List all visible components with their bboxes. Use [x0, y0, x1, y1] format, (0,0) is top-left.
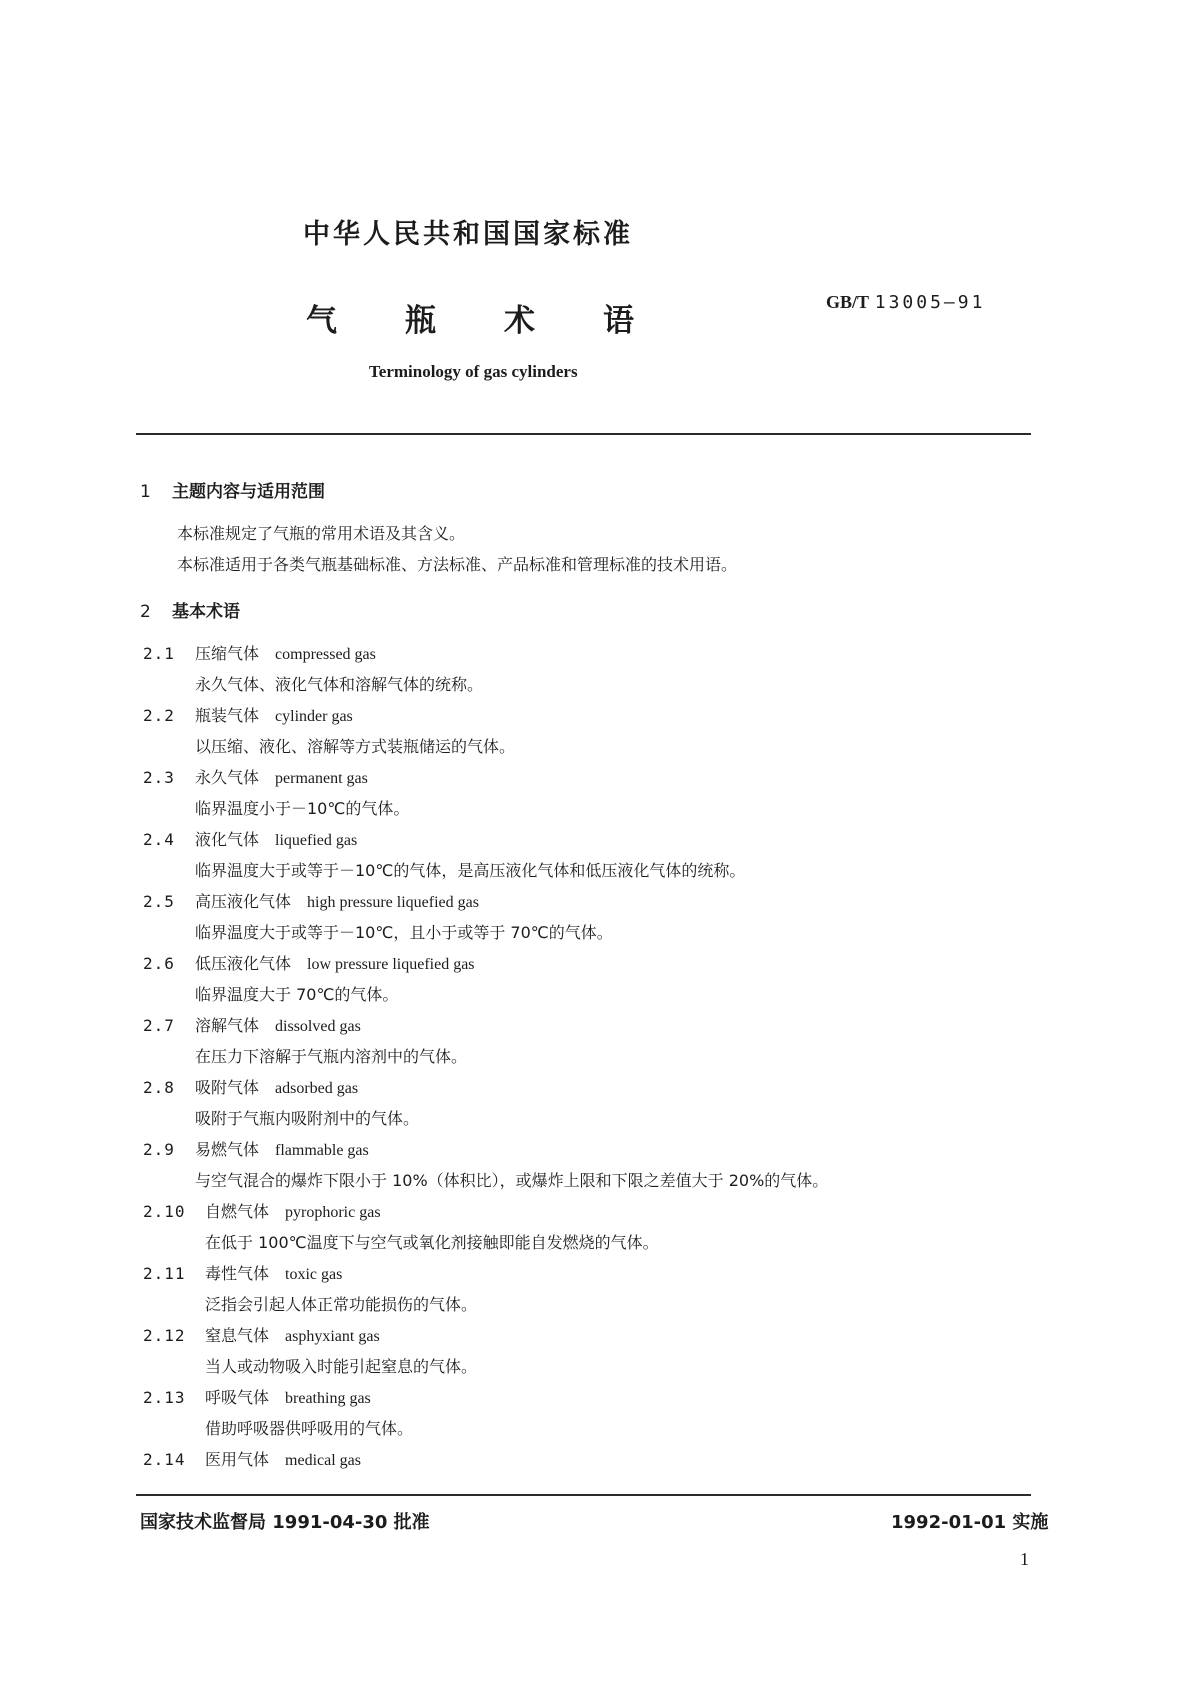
term-name-cn: 毒性气体 — [205, 1264, 270, 1283]
header-divider — [136, 433, 1031, 435]
term-row — [143, 1447, 361, 1470]
term-name-en: asphyxiant gas — [285, 1328, 380, 1345]
term-row — [143, 1137, 369, 1160]
term-name-cn: 医用气体 — [205, 1450, 270, 1469]
term-number: 2.14 — [143, 1450, 186, 1469]
term-name-en: breathing gas — [285, 1390, 371, 1407]
standard-type-heading: 中华人民共和国国家标准 — [303, 219, 633, 250]
term-number: 2.2 — [143, 706, 175, 725]
term-definition: 借助呼吸器供呼吸用的气体。 — [205, 1419, 414, 1438]
section-2-heading — [140, 597, 240, 622]
term-definition: 与空气混合的爆炸下限小于 10%（体积比），或爆炸上限和下限之差值大于 20%的气体。 — [195, 1171, 829, 1190]
term-number: 2.1 — [143, 644, 175, 663]
term-definition: 临界温度大于 70℃的气体。 — [195, 985, 399, 1004]
term-row — [143, 889, 479, 912]
term-name-en: adsorbed gas — [275, 1080, 359, 1097]
term-definition: 泛指会引起人体正常功能损伤的气体。 — [205, 1295, 478, 1314]
section-1-heading — [140, 477, 325, 502]
footer-divider — [136, 1494, 1031, 1496]
term-row — [143, 641, 376, 664]
term-definition: 临界温度大于或等于－10℃，且小于或等于 70℃的气体。 — [195, 923, 613, 942]
term-name-en: liquefied gas — [275, 832, 358, 849]
term-definition: 临界温度大于或等于－10℃的气体，是高压液化气体和低压液化气体的统称。 — [195, 861, 746, 880]
term-number: 2.7 — [143, 1016, 175, 1035]
term-definition: 在压力下溶解于气瓶内溶剂中的气体。 — [195, 1047, 468, 1066]
term-name-en: dissolved gas — [275, 1018, 361, 1035]
term-name-en: flammable gas — [275, 1142, 369, 1159]
section-title: 主题内容与适用范围 — [172, 482, 325, 502]
document-title-en: Terminology of gas cylinders — [369, 362, 578, 381]
term-row — [143, 1075, 358, 1098]
term-number: 2.9 — [143, 1140, 175, 1159]
term-row — [143, 1261, 342, 1284]
document-title-cn: 气瓶术语 — [306, 303, 702, 339]
term-name-en: cylinder gas — [275, 708, 353, 725]
standard-code-number: 13005—91 — [874, 292, 986, 313]
term-number: 2.5 — [143, 892, 175, 911]
term-row — [143, 765, 368, 788]
term-row — [143, 1199, 381, 1222]
standard-code — [826, 292, 985, 313]
term-name-cn: 压缩气体 — [195, 644, 260, 663]
term-name-en: high pressure liquefied gas — [307, 894, 479, 911]
term-number: 2.3 — [143, 768, 175, 787]
term-number: 2.12 — [143, 1326, 186, 1345]
term-definition: 以压缩、液化、溶解等方式装瓶储运的气体。 — [195, 737, 516, 756]
term-name-cn: 液化气体 — [195, 830, 260, 849]
term-name-en: pyrophoric gas — [285, 1204, 381, 1221]
term-row — [143, 703, 353, 726]
term-name-en: compressed gas — [275, 646, 376, 663]
paragraph: 本标准规定了气瓶的常用术语及其含义。 — [177, 524, 466, 543]
term-name-cn: 永久气体 — [195, 768, 260, 787]
effective-date: 1992-01-01 实施 — [891, 1512, 1049, 1533]
term-name-cn: 低压液化气体 — [195, 954, 292, 973]
term-name-cn: 瓶装气体 — [195, 706, 260, 725]
term-number: 2.6 — [143, 954, 175, 973]
term-name-en: low pressure liquefied gas — [307, 956, 475, 973]
page-number: 1 — [1020, 1549, 1029, 1569]
term-row — [143, 1013, 361, 1036]
term-name-cn: 高压液化气体 — [195, 892, 292, 911]
term-number: 2.8 — [143, 1078, 175, 1097]
term-name-en: toxic gas — [285, 1266, 343, 1283]
term-name-cn: 窒息气体 — [205, 1326, 270, 1345]
section-number: 1 — [140, 482, 151, 502]
term-definition: 在低于 100℃温度下与空气或氧化剂接触即能自发燃烧的气体。 — [205, 1233, 659, 1252]
term-row — [143, 827, 357, 850]
term-number: 2.11 — [143, 1264, 186, 1283]
term-number: 2.10 — [143, 1202, 186, 1221]
term-name-en: medical gas — [285, 1452, 361, 1469]
paragraph: 本标准适用于各类气瓶基础标准、方法标准、产品标准和管理标准的技术用语。 — [177, 555, 738, 574]
term-name-cn: 溶解气体 — [195, 1016, 260, 1035]
section-number: 2 — [140, 602, 151, 622]
term-definition: 临界温度小于－10℃的气体。 — [195, 799, 410, 818]
term-definition: 当人或动物吸入时能引起窒息的气体。 — [205, 1357, 478, 1376]
term-number: 2.4 — [143, 830, 175, 849]
term-definition: 永久气体、液化气体和溶解气体的统称。 — [195, 675, 484, 694]
term-row — [143, 951, 475, 974]
term-name-cn: 呼吸气体 — [205, 1388, 270, 1407]
section-title: 基本术语 — [172, 602, 240, 622]
approval-line: 国家技术监督局 1991-04-30 批准 — [140, 1512, 430, 1533]
term-name-cn: 吸附气体 — [195, 1078, 260, 1097]
term-number: 2.13 — [143, 1388, 186, 1407]
term-definition: 吸附于气瓶内吸附剂中的气体。 — [195, 1109, 420, 1128]
term-name-cn: 自燃气体 — [205, 1202, 270, 1221]
term-row — [143, 1385, 371, 1408]
term-name-en: permanent gas — [275, 770, 368, 787]
standard-code-prefix: GB/T — [826, 292, 870, 312]
term-name-cn: 易燃气体 — [195, 1140, 260, 1159]
term-row — [143, 1323, 380, 1346]
